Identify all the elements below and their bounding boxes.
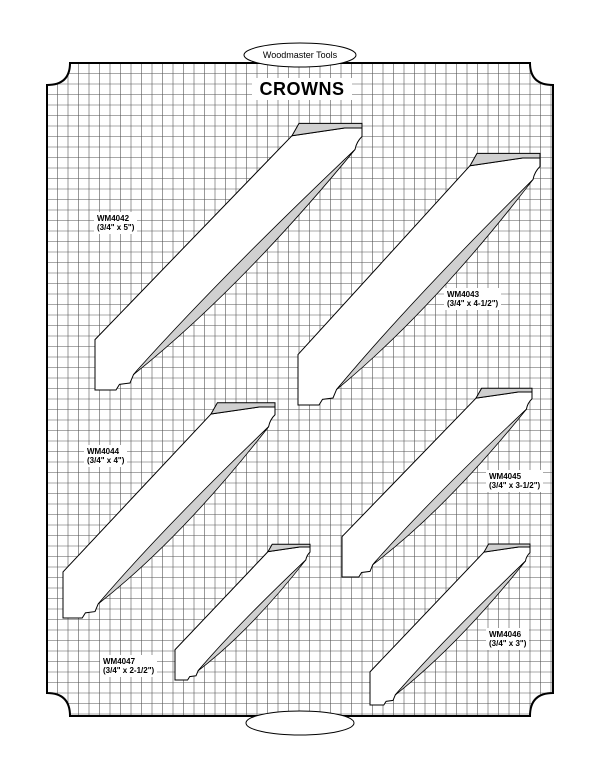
molding-label-wm4044 bbox=[84, 445, 127, 467]
molding-code: WM4042 bbox=[97, 214, 130, 223]
molding-code: WM4046 bbox=[489, 630, 522, 639]
molding-size: (3/4" x 3") bbox=[489, 639, 527, 648]
molding-label-wm4042 bbox=[94, 212, 137, 234]
page-title: CROWNS bbox=[252, 78, 352, 100]
molding-label-wm4045 bbox=[486, 470, 543, 492]
molding-label-wm4047 bbox=[100, 655, 157, 677]
molding-size: (3/4" x 2-1/2") bbox=[103, 666, 155, 675]
crown-wm4046 bbox=[370, 544, 530, 705]
bottom-oval bbox=[246, 711, 354, 735]
molding-size: (3/4" x 3-1/2") bbox=[489, 481, 541, 490]
molding-size: (3/4" x 4") bbox=[87, 456, 125, 465]
molding-code: WM4047 bbox=[103, 657, 136, 666]
molding-label-wm4046 bbox=[486, 628, 529, 650]
crown-wm4047 bbox=[175, 544, 310, 680]
molding-code: WM4044 bbox=[87, 447, 120, 456]
molding-size: (3/4" x 5") bbox=[97, 223, 135, 232]
molding-code: WM4043 bbox=[447, 290, 480, 299]
molding-code: WM4045 bbox=[489, 472, 522, 481]
brand-name: Woodmaster Tools bbox=[262, 50, 338, 60]
molding-size: (3/4" x 4-1/2") bbox=[447, 299, 499, 308]
molding-label-wm4043 bbox=[444, 288, 501, 310]
